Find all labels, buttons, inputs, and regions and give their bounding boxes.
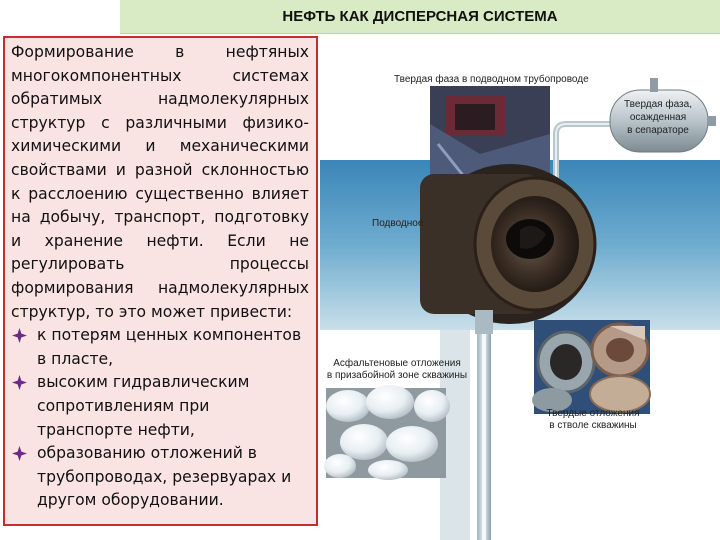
intro-paragraph — [11, 41, 309, 324]
oil-system-illustration — [320, 34, 720, 540]
label-subsea: Подводное — [372, 218, 424, 229]
bullet-text: к потерям ценных компонентов в пласте, — [37, 326, 302, 368]
asphaltene-deposit-photo — [324, 385, 450, 480]
diamond-bullet-icon — [12, 446, 27, 461]
label-separator-line: в сепараторе — [627, 125, 689, 136]
label-separator-line: Твердая фаза, — [624, 99, 692, 110]
bullet-item — [11, 371, 309, 442]
label-wellbore-line: в стволе скважины — [549, 420, 637, 431]
label-separator — [618, 98, 698, 137]
bullet-list — [11, 324, 309, 513]
well-riser — [475, 310, 493, 540]
bullet-item — [11, 324, 309, 371]
label-asphaltene-line: в призабойной зоне скважины — [326, 370, 468, 381]
pipe-cross-section — [420, 164, 596, 324]
diamond-bullet-icon — [12, 328, 27, 343]
bullet-text: образованию отложений в трубопроводах, резервуарах и другом оборудовании. — [37, 444, 292, 510]
label-pipeline: Твердая фаза в подводном трубопроводе — [394, 74, 589, 85]
intro-body: Формирование в нефтяных многокомпонентных системах обратимых надмолекулярных структур с различными физико-химическими и механическими свойствами и разной склонностью к расслоению существенно влияет на добычу, транспорт, подготовку и хранение нефти. Если не регулировать процессы формирования надмолекулярных — [11, 43, 309, 297]
label-wellbore-line: Твердые отложения — [546, 408, 640, 419]
text-box — [3, 36, 318, 526]
wellbore-deposit-photo — [532, 320, 650, 414]
bullet-text: высоким гидравлическим сопротивлениям при транспорте нефти, — [37, 373, 250, 439]
diamond-bullet-icon — [12, 375, 27, 390]
label-wellbore — [538, 408, 648, 432]
bullet-item — [11, 442, 309, 513]
page-title: НЕФТЬ КАК ДИСПЕРСНАЯ СИСТЕМА — [282, 8, 558, 25]
label-asphaltene — [324, 358, 470, 382]
intro-last-line: структур, то это может привести: — [11, 302, 293, 321]
title-bar — [120, 0, 720, 34]
label-separator-line: осажденная — [629, 112, 687, 123]
label-asphaltene-line: Асфальтеновые отложения — [333, 358, 461, 369]
